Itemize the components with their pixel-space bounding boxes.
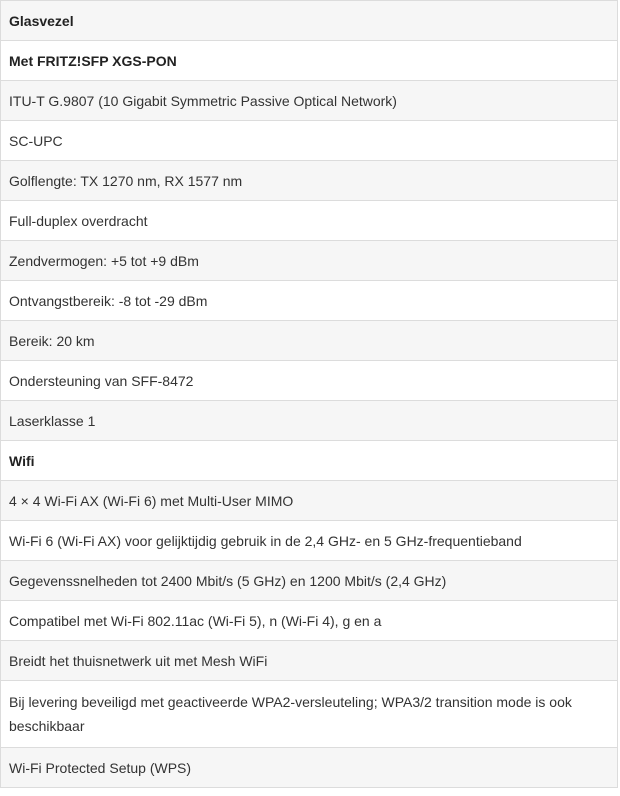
spec-cell: ITU-T G.9807 (10 Gigabit Symmetric Passive Optical Network): [1, 81, 618, 121]
table-row: [1, 161, 618, 201]
table-row: [1, 481, 618, 521]
spec-cell: Bij levering beveiligd met geactiveerde WPA2-versleuteling; WPA3/2 transition mode is ook beschikbaar: [1, 681, 618, 748]
spec-cell: Wi-Fi Protected Setup (WPS): [1, 748, 618, 788]
table-row: [1, 241, 618, 281]
spec-cell: Ontvangstbereik: -8 tot -29 dBm: [1, 281, 618, 321]
table-row: [1, 201, 618, 241]
table-row: [1, 1, 618, 41]
table-row: [1, 441, 618, 481]
spec-cell: Zendvermogen: +5 tot +9 dBm: [1, 241, 618, 281]
table-row: [1, 601, 618, 641]
table-row: [1, 361, 618, 401]
spec-cell: Breidt het thuisnetwerk uit met Mesh WiFi: [1, 641, 618, 681]
section-heading-glasvezel: Glasvezel: [1, 1, 618, 41]
table-row: [1, 81, 618, 121]
table-row: [1, 41, 618, 81]
spec-cell: SC-UPC: [1, 121, 618, 161]
subsection-heading-fritz-sfp: Met FRITZ!SFP XGS-PON: [1, 41, 618, 81]
table-row: [1, 321, 618, 361]
spec-cell: Compatibel met Wi-Fi 802.11ac (Wi-Fi 5), n (Wi-Fi 4), g en a: [1, 601, 618, 641]
section-heading-wifi: Wifi: [1, 441, 618, 481]
table-row: [1, 401, 618, 441]
spec-cell: Full-duplex overdracht: [1, 201, 618, 241]
spec-cell: Bereik: 20 km: [1, 321, 618, 361]
table-row: [1, 521, 618, 561]
spec-cell: Golflengte: TX 1270 nm, RX 1577 nm: [1, 161, 618, 201]
table-row: [1, 281, 618, 321]
spec-cell: Ondersteuning van SFF-8472: [1, 361, 618, 401]
table-row: [1, 641, 618, 681]
spec-cell: Laserklasse 1: [1, 401, 618, 441]
table-row: [1, 121, 618, 161]
table-row: [1, 561, 618, 601]
spec-cell: Gegevenssnelheden tot 2400 Mbit/s (5 GHz) en 1200 Mbit/s (2,4 GHz): [1, 561, 618, 601]
table-row: [1, 681, 618, 748]
spec-cell: 4 × 4 Wi-Fi AX (Wi-Fi 6) met Multi-User MIMO: [1, 481, 618, 521]
spec-cell: Wi-Fi 6 (Wi-Fi AX) voor gelijktijdig gebruik in de 2,4 GHz- en 5 GHz-frequentieband: [1, 521, 618, 561]
table-row: [1, 748, 618, 788]
